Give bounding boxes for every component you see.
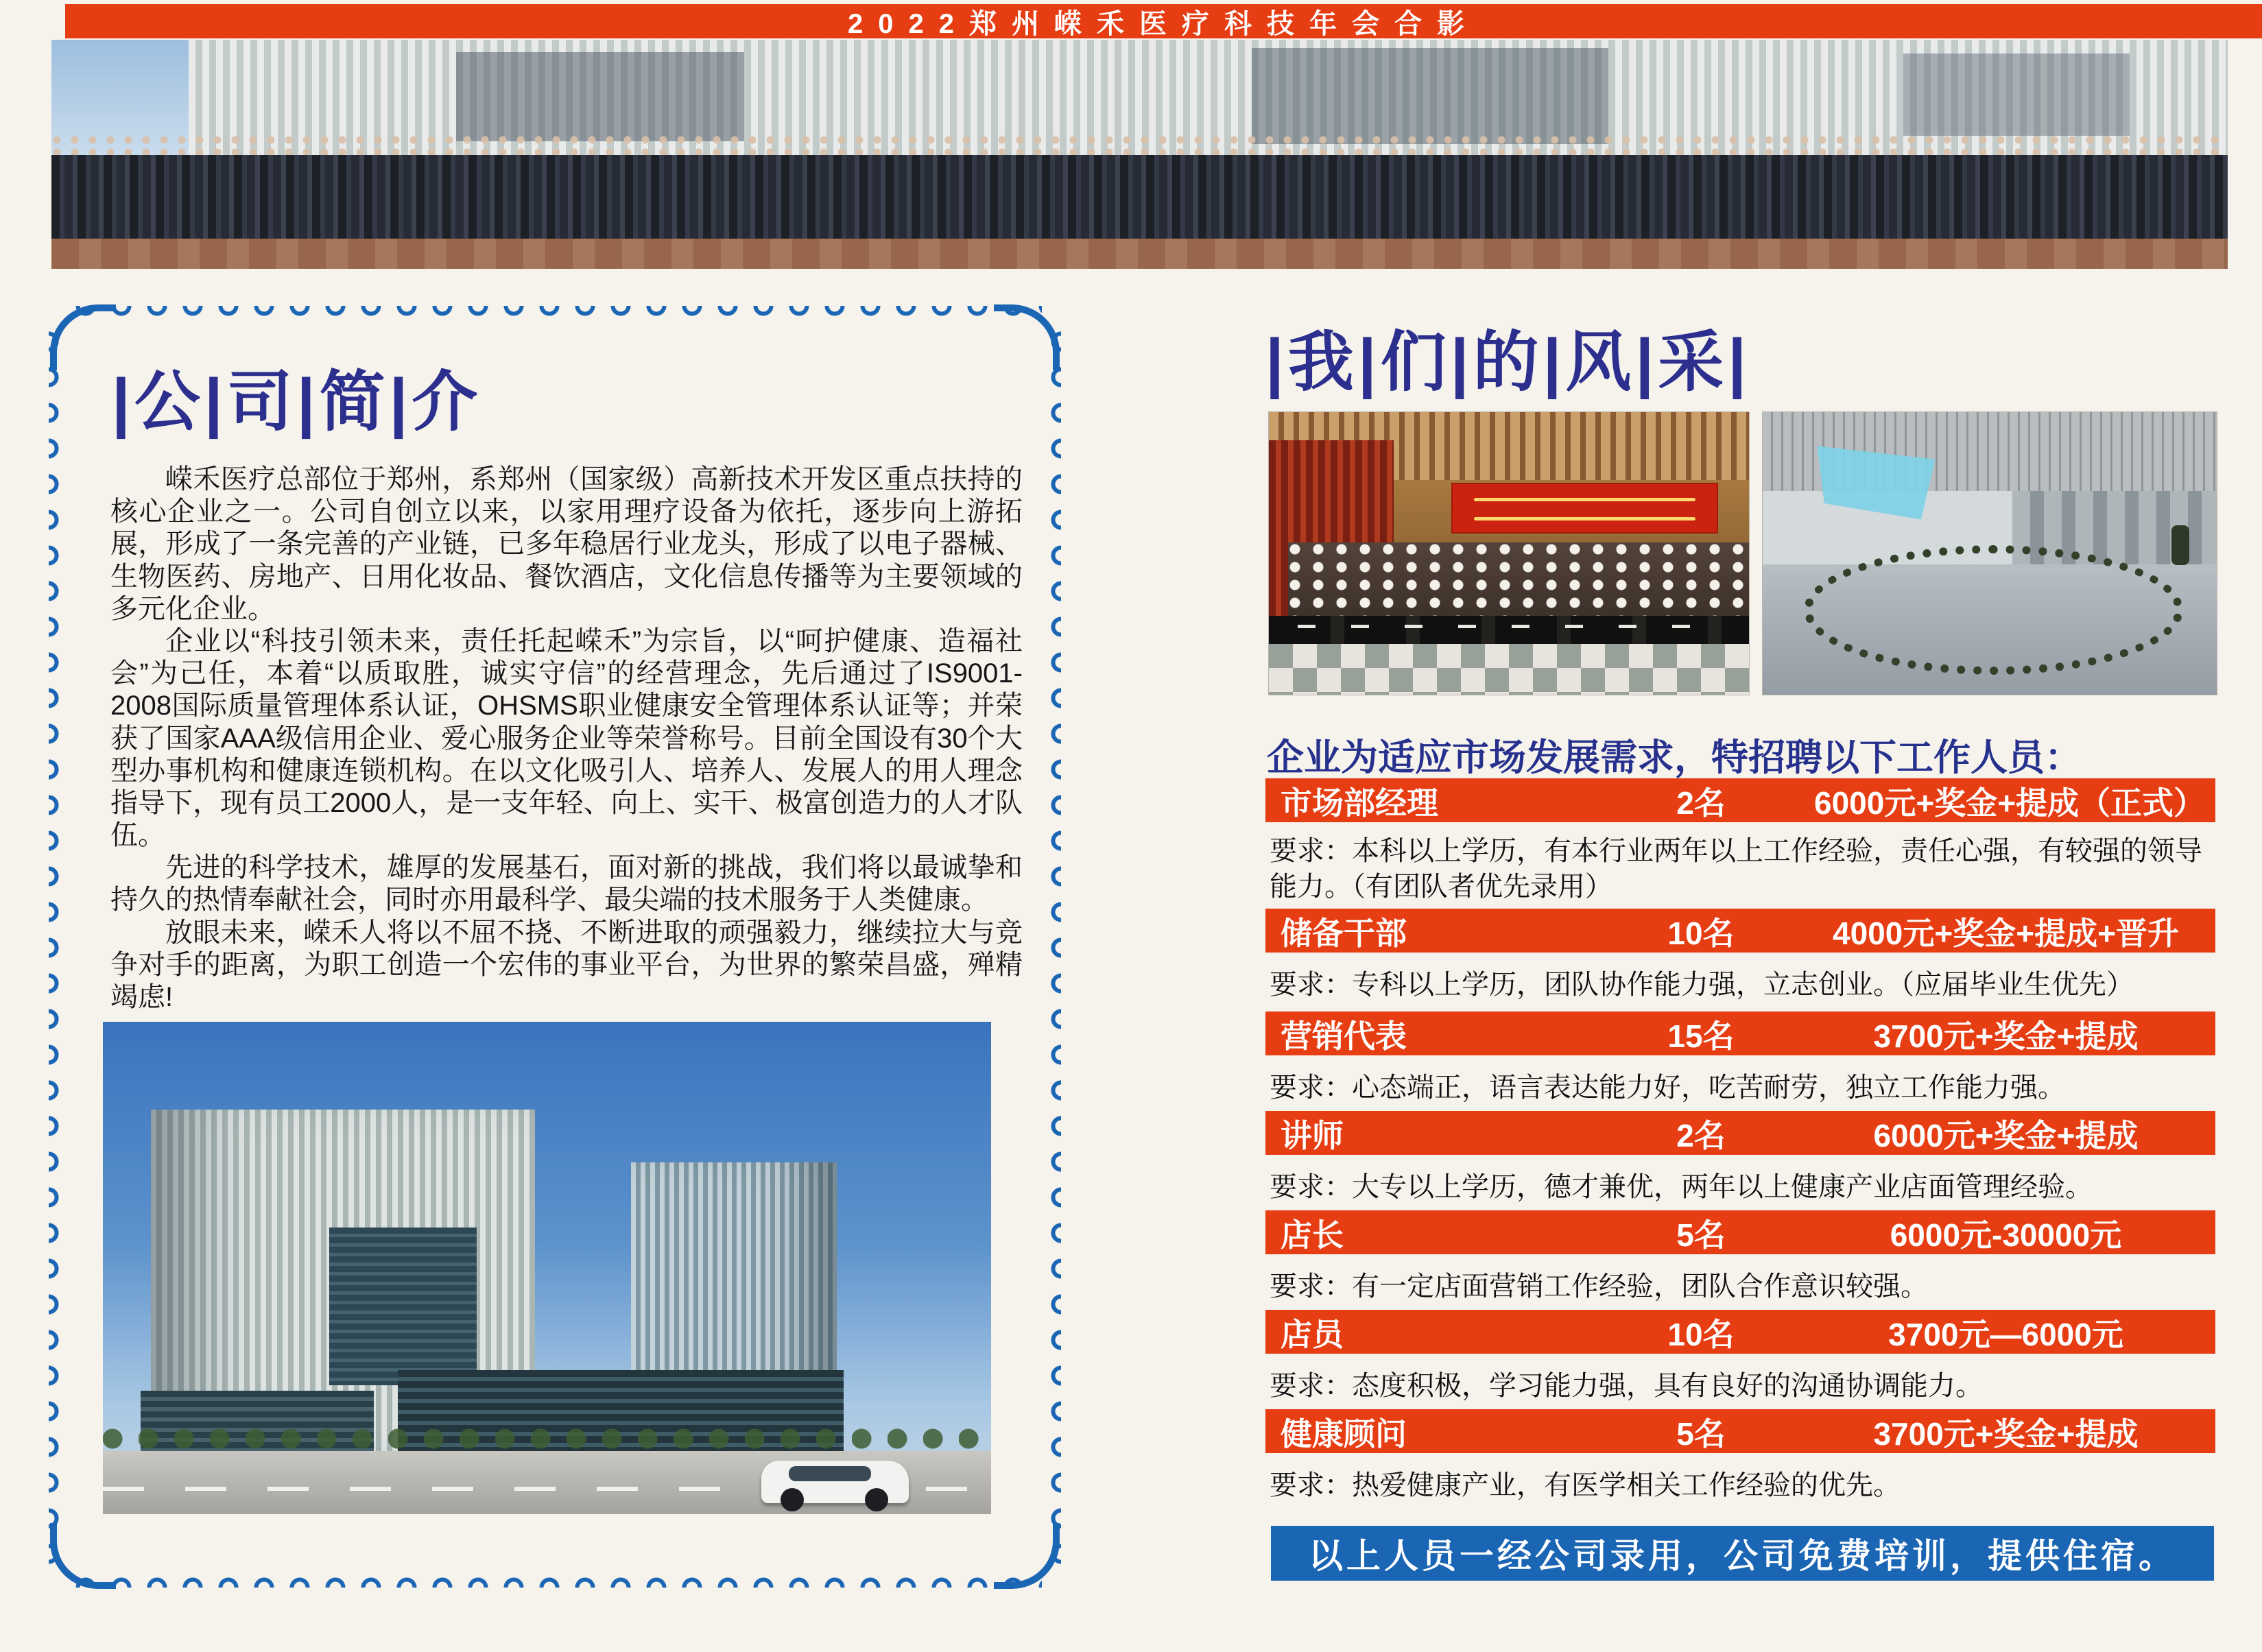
decorative-border-top (68, 306, 1042, 324)
trainer-figure (2171, 525, 2189, 565)
group-photo-glass-panel (1903, 53, 2130, 136)
job-row-banner (1265, 909, 2215, 953)
decorative-corner-flourish (50, 1523, 116, 1589)
company-paragraph: 企业以“科技引领未来，责任托起嵘禾”为宗旨，以“呵护健康、造福社会”为己任，本着“以质取胜，诚实守信”的经营理念，先后通过了IS9001-2008国际质量管理体系认证，OHSMS职业健康安全管理体系认证等；并荣获了国家AAA级信用企业、爱心服务企业等荣誉称号。目前全国设有30个大型办事机构和健康连锁机构。在以文化吸引人、培养人、发展人的用人理念指导下，现有员工2000人，是一支年轻、向上、实干、极富创造力的人才队伍。 (110, 625, 1023, 851)
job-count: 10名 (1667, 1317, 1735, 1352)
company-intro-panel (38, 294, 1072, 1600)
company-paragraph: 先进的科学技术，雄厚的发展基石，面对新的挑战，我们将以最诚挚和持久的热情奉献社会，同时亦用最科学、最尖端的技术服务于人类健康。 (110, 852, 1023, 915)
job-title: 市场部经理 (1281, 785, 1438, 821)
recruitment-header: 企业为适应市场发展需求，特招聘以下工作人员： (1267, 737, 2082, 778)
job-title: 储备干部 (1281, 915, 1407, 951)
hiring-footer-banner (1271, 1526, 2214, 1581)
job-count: 10名 (1667, 915, 1735, 951)
job-row-banner (1265, 1111, 2215, 1155)
banner-text-line (1474, 498, 1695, 501)
job-count: 2名 (1676, 1118, 1726, 1153)
checkered-floor (1269, 644, 1749, 695)
job-count: 5名 (1676, 1217, 1726, 1253)
hiring-footer-text: 以上人员一经公司录用，公司免费培训，提供住宿。 (1309, 1537, 2176, 1575)
decorative-corner-flourish (994, 304, 1060, 370)
job-salary: 3700元—6000元 (1888, 1317, 2123, 1352)
job-title: 讲师 (1281, 1118, 1344, 1153)
decorative-corner-flourish (50, 304, 116, 370)
job-requirement: 要求：态度积极，学习能力强，具有良好的沟通协调能力。 (1270, 1370, 1983, 1401)
job-requirement: 要求：大专以上学历，德才兼优，两年以上健康产业店面管理经验。 (1270, 1171, 2093, 1202)
group-photo-glass-panel (456, 52, 744, 141)
job-requirement: 要求：专科以上学历，团队协作能力强，立志创业。（应届毕业生优先） (1270, 969, 2134, 1000)
decorative-border-left (49, 324, 67, 1568)
group-photo-glass-panel (1252, 48, 1608, 144)
table-name-cards (1298, 625, 1720, 628)
job-title: 店员 (1281, 1317, 1344, 1352)
recruitment-panel (1265, 310, 2219, 1644)
annual-meeting-banner (65, 4, 2262, 38)
job-salary: 6000元+奖金+提成（正式） (1814, 785, 2206, 821)
conference-tables (1269, 616, 1749, 647)
company-paragraph: 放眼未来，嵘禾人将以不屈不挠、不断进取的顽强毅力，继续拉大与竞争对手的距离，为职工创造一个宏伟的事业平台，为世界的繁荣昌盛，殚精竭虑! (110, 917, 1023, 1012)
white-car (761, 1461, 909, 1503)
job-salary: 6000元-30000元 (1890, 1217, 2122, 1253)
job-row-banner (1265, 1011, 2215, 1055)
conference-audience (1288, 542, 1749, 621)
job-requirement: 要求：心态端正，语言表达能力好，吃苦耐劳，独立工作能力强。 (1270, 1072, 2065, 1103)
job-count: 2名 (1676, 785, 1726, 821)
car-windows (789, 1466, 871, 1481)
headquarters-building-photo (103, 1022, 991, 1514)
job-salary: 3700元+奖金+提成 (1873, 1416, 2139, 1452)
group-photo-crowd (51, 155, 2228, 240)
showcase-photo-training (1762, 411, 2217, 695)
job-salary: 3700元+奖金+提成 (1873, 1018, 2139, 1054)
decorative-border-right (1043, 324, 1061, 1568)
group-photo (51, 40, 2228, 269)
annual-meeting-title: 2022郑州嵘禾医疗科技年会合影 (848, 8, 1479, 39)
job-title: 营销代表 (1281, 1018, 1407, 1054)
job-requirement: 要求：热爱健康产业，有医学相关工作经验的优先。 (1270, 1470, 1901, 1500)
job-count: 5名 (1676, 1416, 1726, 1452)
company-paragraph: 嵘禾医疗总部位于郑州，系郑州（国家级）高新技术开发区重点扶持的核心企业之一。公司自创立以来，以家用理疗设备为依托，逐步向上游拓展，形成了一条完善的产业链，已多年稳居行业龙头，形成了以电子器械、生物医药、房地产、日用化妆品、餐饮酒店，文化信息传播等为主要领域的多元化企业。 (110, 464, 1023, 624)
job-requirement: 要求：有一定店面营销工作经验，团队合作意识较强。 (1270, 1271, 1928, 1302)
decorative-border-bottom (68, 1570, 1042, 1588)
job-row-banner (1265, 778, 2215, 822)
job-row-banner (1265, 1409, 2215, 1453)
job-count: 15名 (1667, 1018, 1735, 1054)
company-intro-title: |公|司|简|介 (112, 366, 482, 439)
job-title: 健康顾问 (1281, 1416, 1407, 1452)
showcase-photo-conference (1268, 411, 1750, 695)
car-wheel (865, 1488, 888, 1511)
job-row-banner (1265, 1210, 2215, 1254)
trainee-circle (1804, 545, 2184, 675)
job-salary: 6000元+奖金+提成 (1873, 1118, 2139, 1153)
building-arch-gap (329, 1228, 477, 1385)
job-salary: 4000元+奖金+提成+晋升 (1833, 915, 2179, 951)
job-requirement: 要求：本科以上学历，有本行业两年以上工作经验，责任心强，有较强的领导能力。（有团队者优先录用） (1270, 835, 2202, 902)
showcase-title: |我|们|的|风|采| (1265, 326, 1751, 399)
group-photo-ground (51, 239, 2228, 269)
job-row-banner (1265, 1310, 2215, 1354)
car-wheel (781, 1488, 804, 1511)
banner-text-line (1474, 517, 1695, 520)
job-title: 店长 (1281, 1217, 1344, 1253)
company-intro-text (110, 464, 1023, 1014)
conference-stage-banner (1451, 483, 1718, 534)
decorative-corner-flourish (994, 1523, 1060, 1589)
